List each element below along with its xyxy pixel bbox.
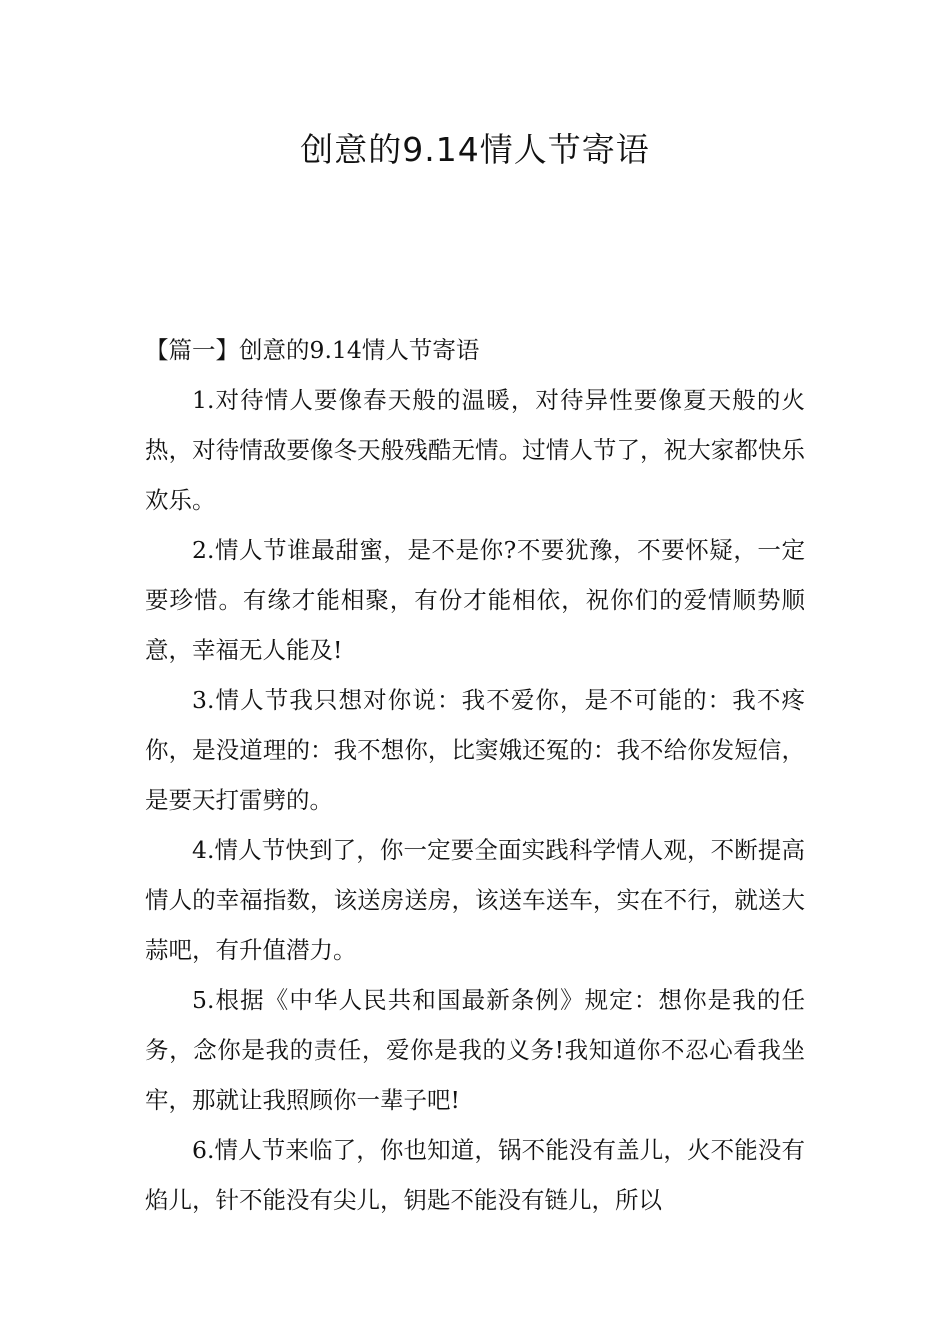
section-heading: 【篇一】创意的9.14情人节寄语 (145, 336, 480, 364)
paragraph-1: 1.对待情人要像春天般的温暖，对待异性要像夏天般的火热，对待情敌要像冬天般残酷无情。过情人节了，祝大家都快乐欢乐。 (145, 386, 805, 514)
paragraph-6: 6.情人节来临了，你也知道，锅不能没有盖儿，火不能没有焰儿，针不能没有尖儿，钥匙不能没有链儿，所以 (145, 1136, 805, 1214)
document-title: 创意的9.14情人节寄语 (300, 130, 650, 169)
paragraph-5: 5.根据《中华人民共和国最新条例》规定：想你是我的任务，念你是我的责任，爱你是我的义务!我知道你不忍心看我坐牢，那就让我照顾你一辈子吧! (145, 986, 805, 1114)
paragraph-3: 3.情人节我只想对你说：我不爱你，是不可能的：我不疼你，是没道理的：我不想你，比窦娥还冤的：我不给你发短信，是要天打雷劈的。 (145, 686, 805, 814)
paragraph-4: 4.情人节快到了，你一定要全面实践科学情人观，不断提高情人的幸福指数，该送房送房，该送车送车，实在不行，就送大蒜吧，有升值潜力。 (145, 836, 805, 964)
document-body (145, 325, 805, 1225)
paragraph-2: 2.情人节谁最甜蜜，是不是你?不要犹豫，不要怀疑，一定要珍惜。有缘才能相聚，有份才能相依，祝你们的爱情顺势顺意，幸福无人能及! (145, 536, 805, 664)
